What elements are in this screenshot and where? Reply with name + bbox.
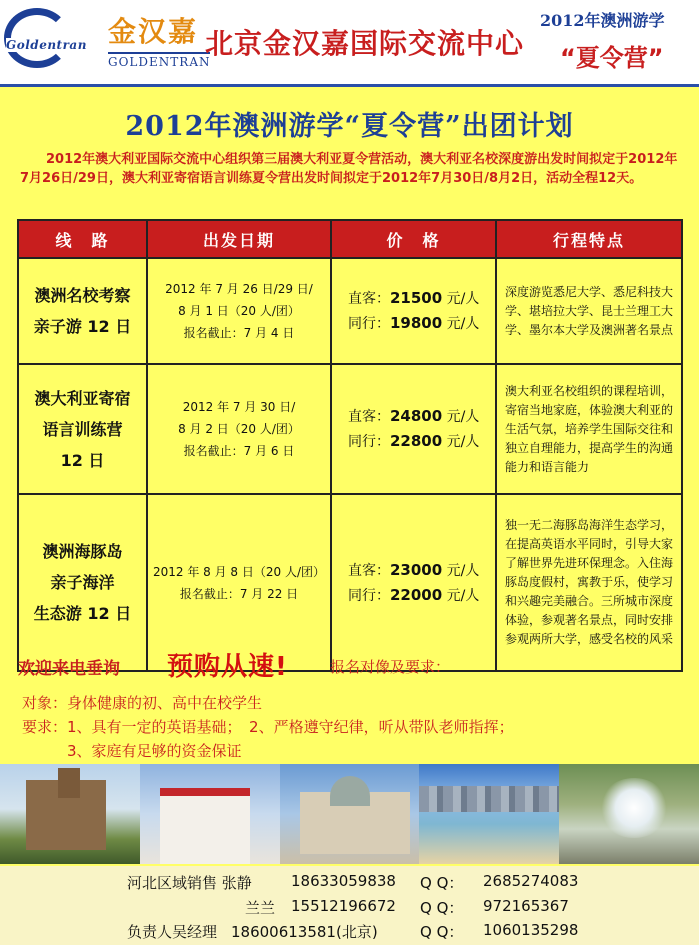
- date-line: 8 月 1 日（20 人/团）: [178, 304, 300, 318]
- date-line: 2012 年 7 月 30 日/: [182, 400, 296, 414]
- company-logo: [4, 6, 211, 72]
- campus-building-photo: [140, 764, 280, 864]
- price-direct: 直客：21500 元/人: [348, 289, 480, 307]
- column-header-route: 线 路: [18, 220, 147, 258]
- price-agency: 同行：22800 元/人: [348, 432, 480, 450]
- qq-label: Q Q：: [420, 874, 464, 892]
- organization-name: 北京金汉嘉国际交流中心: [205, 27, 525, 60]
- column-header-price: 价 格: [331, 220, 496, 258]
- features-cell: 独一无二海豚岛海洋生态学习，在提高英语水平同时，引导大家了解世界先进环保理念。入住海豚岛度假村，寓教于乐，使学习和兴趣完美融合。三所城市深度体验，参观著名景点，同时安排参观两所大学，感受名校的风采: [496, 494, 682, 671]
- route-line: 澳大利亚寄宿: [34, 388, 131, 408]
- route-line: 生态游 12 日: [33, 604, 132, 623]
- table-header-row: [18, 220, 682, 258]
- contact-qq: 972165367: [483, 897, 569, 915]
- table-row: [18, 258, 682, 364]
- campaign-title: 2012年澳洲游学: [540, 11, 665, 30]
- qq-label: Q Q：: [420, 899, 464, 917]
- date-cell: [147, 258, 331, 364]
- preorder-slogan: 预购从速!: [167, 652, 288, 682]
- contact-phone: 18600613581(北京): [231, 923, 378, 941]
- route-line: 亲子游 12 日: [33, 317, 132, 336]
- contact-name: 负责人吴经理: [127, 923, 218, 941]
- price-cell: [331, 364, 496, 494]
- route-cell: [18, 494, 147, 671]
- route-line: 语言训练营: [42, 419, 123, 439]
- route-line: 澳洲名校考察: [34, 286, 131, 305]
- deadline-line: 报名截止：7 月 6 日: [183, 444, 295, 458]
- campaign-subtitle: “夏令营”: [560, 44, 664, 72]
- requirements-heading: 报名对像及要求：: [330, 658, 451, 676]
- photo-strip: [0, 764, 699, 864]
- tour-plan-table: [17, 219, 683, 672]
- deadline-line: 报名截止：7 月 22 日: [179, 586, 299, 601]
- university-building-photo: [0, 764, 140, 864]
- contact-name: 兰兰: [245, 899, 276, 917]
- date-cell: [147, 494, 331, 671]
- route-cell: [18, 258, 147, 364]
- column-header-date: 出发日期: [147, 220, 331, 258]
- fountain-photo: [559, 764, 699, 864]
- price-cell: [331, 494, 496, 671]
- contact-qq: 2685274083: [483, 872, 579, 890]
- requirement-line: 要求：1、具有一定的英语基础； 2、严格遵守纪律，听从带队老师指挥；: [22, 718, 514, 736]
- price-cell: [331, 258, 496, 364]
- war-memorial-photo: [280, 764, 420, 864]
- date-line: 8 月 2 日（20 人/团）: [178, 422, 300, 436]
- column-header-features: 行程特点: [496, 220, 682, 258]
- contact-name: 河北区域销售 张静: [127, 874, 252, 892]
- header-banner: [0, 0, 699, 87]
- route-line: 澳洲海豚岛: [42, 542, 123, 561]
- intro-paragraph: 2012年澳大利亚国际交流中心组织第三届澳大利亚夏令营活动，澳大利亚名校深度游出发时间拟定于2012年7月26日/29日，澳大利亚寄宿语言训练夏令营出发时间拟定于2012年7月30日/8月2日，活动全程12天。: [20, 152, 678, 186]
- table-row: [18, 364, 682, 494]
- route-line: 亲子海洋: [50, 573, 115, 592]
- features-cell: 深度游览悉尼大学、悉尼科技大学、堪培拉大学、昆士兰理工大学、墨尔本大学及澳洲著名景点: [496, 258, 682, 364]
- logo-latin-text: Goldentran: [6, 38, 87, 52]
- contact-panel: [0, 866, 699, 945]
- route-line: 12 日: [60, 450, 105, 470]
- contact-phone: 15512196672: [291, 897, 396, 915]
- qq-label: Q Q：: [420, 923, 464, 941]
- logo-english-text: GOLDENTRAN: [108, 52, 210, 69]
- price-direct: 直客：24800 元/人: [348, 407, 480, 425]
- price-direct: 直客：23000 元/人: [348, 560, 480, 579]
- contact-phone: 18633059838: [291, 872, 396, 890]
- welcome-text: 欢迎来电垂询: [18, 659, 120, 679]
- price-agency: 同行：19800 元/人: [348, 314, 480, 332]
- table-row: [18, 494, 682, 671]
- features-cell: 澳大利亚名校组织的课程培训，寄宿当地家庭，体验澳大利亚的生活气氛，培养学生国际交往和独立自理能力，提高学生的沟通能力和语言能力: [496, 364, 682, 494]
- requirement-target: 对象：身体健康的初、高中在校学生: [22, 694, 263, 712]
- date-cell: [147, 364, 331, 494]
- deadline-line: 报名截止：7 月 4 日: [183, 326, 295, 340]
- page-title: 2012年澳洲游学“夏令营”出团计划: [125, 111, 574, 142]
- requirement-line: 3、家庭有足够的资金保证: [22, 742, 242, 760]
- date-line: 2012 年 8 月 8 日（20 人/团）: [152, 564, 325, 579]
- contact-qq: 1060135298: [483, 921, 579, 939]
- beach-city-photo: [419, 764, 559, 864]
- logo-chinese-text: 金汉嘉: [108, 15, 199, 48]
- price-agency: 同行：22000 元/人: [348, 585, 480, 604]
- date-line: 2012 年 7 月 26 日/29 日/: [165, 282, 313, 296]
- route-cell: [18, 364, 147, 494]
